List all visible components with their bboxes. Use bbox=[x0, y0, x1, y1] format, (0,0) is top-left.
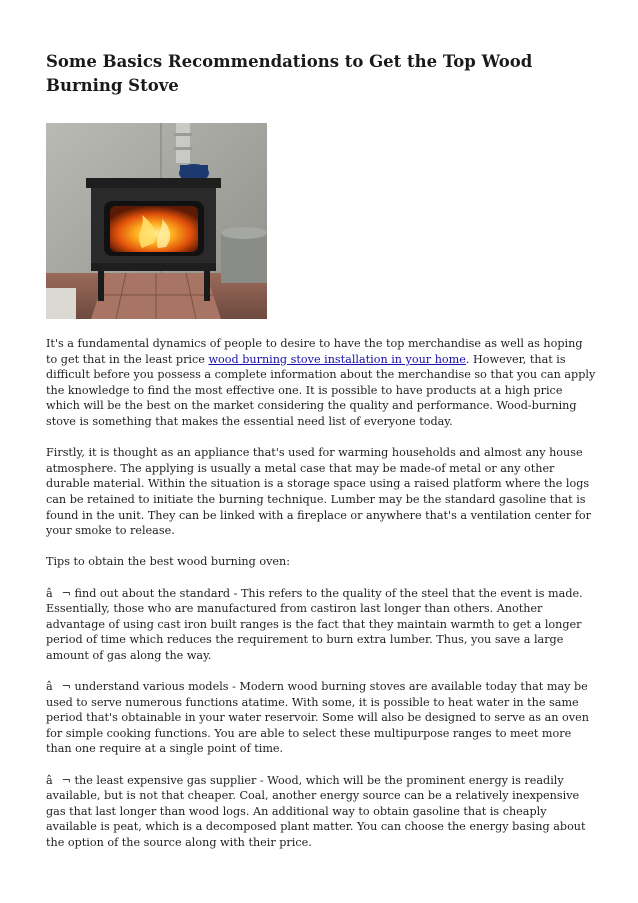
paragraph-tips-heading: Tips to obtain the best wood burning oven: bbox=[46, 555, 290, 569]
paragraph-tip-models: â¬ understand various models - Modern wood burning stoves are available today that may be used to serve numerous functions atatime. With some, it is possible to heat water in the same period that's obtainable in your water reservoir. Some will also be designed to serve as an oven for simple cooking functions. You are able to select these multipurpose ranges to meet more than one require at a single point of time. bbox=[46, 680, 589, 756]
paragraph-tip-gas-supplier: â¬ the least expensive gas supplier - Wood, which will be the prominent energy is readily available, but is not that cheaper. Coal, another energy source can be a relatively inexpensive gas that last longer than wood logs. An additional way to obtain gasoline that is cheaply available is peat, which is a decomposed plant matter. You can choose the energy basing about the option of the source along with their price. bbox=[46, 773, 586, 849]
paragraph-definition: Firstly, it is thought as an appliance that's used for warming households and almost any house atmosphere. The applying is usually a metal case that may be made-of metal or any other durable material. Within the situation is a storage space using a raised platform where the logs can be retained to initiate the burning technique. Lumber may be the standard gasoline that is found in the unit. They can be linked with a fireplace or anywhere that's a ventilation center for your smoke to release. bbox=[46, 446, 592, 538]
wood-burning-stove-installation-link[interactable]: wood burning stove installation in your home bbox=[208, 352, 466, 366]
document-page bbox=[46, 50, 596, 866]
intro-text-end: . However, that is difficult before you possess a complete information about the merchandise so that you can apply the knowledge to find the most effective one. It is possible to have products at a high price which will be the best on the market considering the quality and performance. Wood-burning stove is something that makes the essential need list of everyone today. bbox=[46, 352, 596, 428]
paragraph-tip-standard: â¬ find out about the standard - This refers to the quality of the steel that the event is made. Essentially, those who are manufactured from castiron last longer than others. Another advantage of using cast iron built ranges is the fact that they maintain warmth to get a longer period of time which reduces the requirement to burn extra lumber. Thus, you save a large amount of gas along the way. bbox=[46, 586, 583, 662]
intro-paragraph bbox=[46, 336, 596, 430]
article-body bbox=[46, 336, 596, 851]
document-title: Some Basics Recommendations to Get the Top Wood Burning Stove bbox=[46, 52, 533, 95]
intro-text-start: It's a fundamental dynamics of people to desire to have the top merchandise as well as hoping to get that in the least price bbox=[46, 337, 583, 366]
wood-stove-photo bbox=[46, 123, 267, 319]
